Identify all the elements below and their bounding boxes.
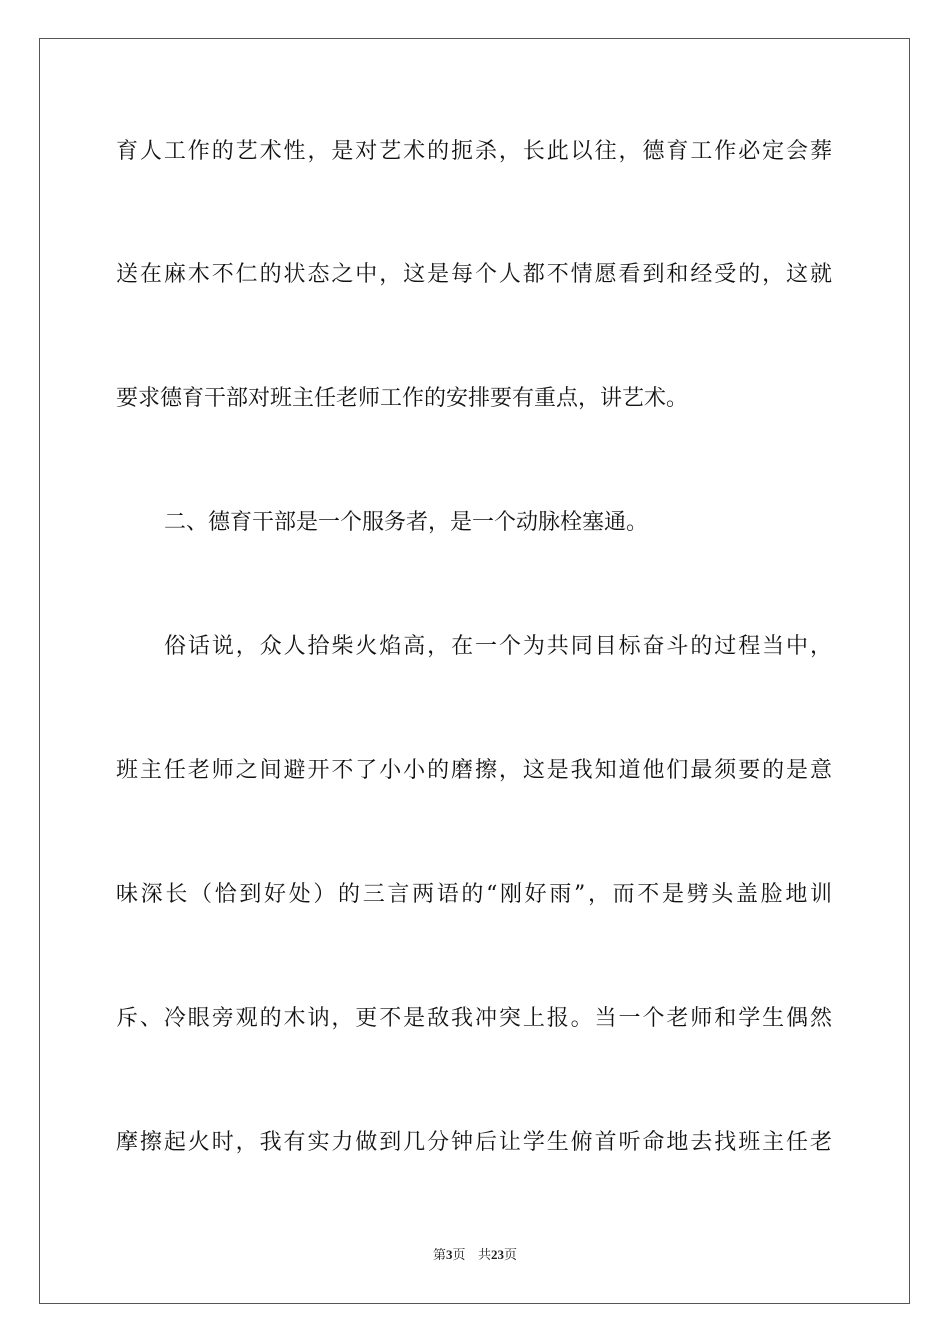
total-prefix: 共: [477, 1248, 491, 1263]
body-text-line-7: 味深长（恰到好处）的三言两语的“刚好雨”，而不是劈头盖脸地训: [116, 882, 832, 907]
page-border: [39, 38, 910, 1304]
body-text-line-9: 摩擦起火时，我有实力做到几分钟后让学生俯首听命地去找班主任老: [116, 1130, 832, 1155]
body-text-line-1: 育人工作的艺术性，是对艺术的扼杀，长此以往，德育工作必定会葬: [116, 139, 832, 164]
page-suffix: 页: [452, 1248, 466, 1263]
total-pages: 23: [490, 1247, 504, 1262]
page-number: 3: [446, 1247, 453, 1262]
section-heading: 二、德育干部是一个服务者，是一个动脉栓塞通。: [164, 510, 649, 535]
body-text-line-8: 斥、冷眼旁观的木讷，更不是敌我冲突上报。当一个老师和学生偶然: [116, 1006, 832, 1031]
body-text-line-2: 送在麻木不仁的状态之中，这是每个人都不情愿看到和经受的，这就: [116, 262, 832, 287]
total-suffix: 页: [503, 1248, 517, 1263]
page-footer: [0, 1246, 950, 1265]
body-text-line-6: 班主任老师之间避开不了小小的磨擦，这是我知道他们最须要的是意: [116, 758, 832, 783]
body-text-line-3: 要求德育干部对班主任老师工作的安排要有重点，讲艺术。: [116, 386, 689, 411]
body-text-line-5: 俗话说，众人拾柴火焰高，在一个为共同目标奋斗的过程当中，: [164, 634, 832, 659]
page-prefix: 第: [433, 1248, 447, 1263]
